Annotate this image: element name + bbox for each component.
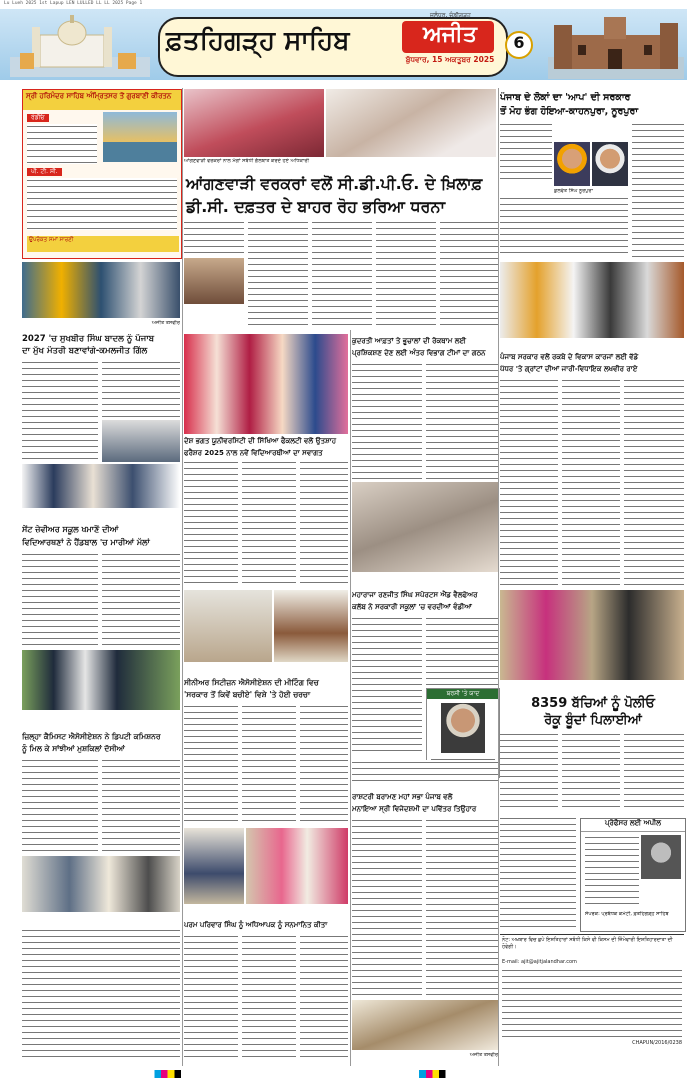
right-story-col2 bbox=[632, 122, 684, 262]
school-headline-line2: ਵਿਦਿਆਰਥਣਾਂ ਨੇ ਹੈਂਡਬਾਲ 'ਚ ਮਾਰੀਆਂ ਮੱਲਾਂ bbox=[22, 538, 150, 547]
fort-illustration bbox=[548, 11, 684, 79]
radio-schedule-text bbox=[27, 124, 97, 164]
kirtan-schedule-box bbox=[22, 89, 182, 259]
gurdwara-illustration bbox=[10, 13, 150, 77]
bottom-mid-headline: ਪਰਮ ਪਰਿਵਾਰ ਸਿੰਘ ਨੂੰ ਅਧਿਆਪਕ ਨੂੰ ਸਨਮਾਨਿਤ ਕੀਤਾ bbox=[184, 921, 328, 929]
senior-photo-2 bbox=[274, 590, 348, 662]
golden-temple-photo bbox=[103, 112, 177, 162]
meeting-caption bbox=[352, 574, 498, 584]
grants-col3 bbox=[624, 378, 684, 586]
city-title: ਫ਼ਤਹਿਗੜ੍ਹ ਸਾਹਿਬ bbox=[166, 26, 350, 56]
schedule-footer: ਉਪਰੋਕਤ ਸਮਾਂ ਸਾਰਣੀ bbox=[27, 236, 179, 252]
senior-photo-1 bbox=[184, 590, 272, 662]
color-registration-bar bbox=[22, 1070, 684, 1078]
maharaja-col1 bbox=[352, 616, 422, 756]
grants-headline-line1: ਪੰਜਾਬ ਸਰਕਾਰ ਵਲੋਂ ਰਕਬੇ ਦੇ ਵਿਕਾਸ ਕਾਰਜਾਂ ਲਈ ਵੱਡੇ bbox=[500, 353, 639, 361]
right-headline-line2: ਤੋਂ ਮੋਹ ਭੰਗ ਹੋਇਆ-ਕਾਹਨਪੁਰਾ, ਨੂਰਪੁਰਾ bbox=[500, 106, 639, 117]
maharaja-headline-line1: ਮਹਾਰਾਜਾ ਰਣਜੀਤ ਸਿੰਘ ਸਪੋਰਟਸ ਐਂਡ ਵੈਲਫੇਅਰ bbox=[352, 591, 478, 599]
masthead bbox=[0, 9, 687, 80]
edition-label: ਜਲੰਧਰ, ਚੰਡੀਗੜ੍ਹ bbox=[430, 12, 471, 19]
imprint-email: E-mail: ajit@ajitjalandhar.com bbox=[502, 959, 577, 965]
school-col1 bbox=[22, 552, 98, 648]
bottom-mid-col2 bbox=[242, 934, 296, 1062]
vijaydashmi-col2 bbox=[426, 818, 498, 998]
main-story-col4 bbox=[376, 220, 436, 328]
senior-headline-line1: ਸੀਨੀਅਰ ਸਿਟੀਜ਼ਨ ਐਸੋਸੀਏਸ਼ਨ ਦੀ ਮੀਟਿੰਗ ਵਿਚ bbox=[184, 678, 319, 687]
appeal-title: ਪ੍ਰੋਫੈਸਰ ਲਈ ਅਪੀਲ bbox=[581, 819, 685, 832]
bottom-mid-col1 bbox=[184, 934, 238, 1062]
chemist-col3 bbox=[22, 928, 180, 1062]
school-headline-line1: ਸੇਂਟ ਜ਼ੇਵੀਅਰ ਸਕੂਲ ਖਮਾਣੋਂ ਦੀਆਂ bbox=[22, 525, 119, 534]
polio-col3 bbox=[624, 732, 684, 812]
kirtan-title: ਸ੍ਰੀ ਹਰਿਮੰਦਰ ਸਾਹਿਬ ਅੰਮ੍ਰਿਤਸਰ ਤੋਂ ਗੁਰਬਾਣੀ ਕੀਰਤਨ bbox=[23, 90, 181, 110]
obituary-label: ਬਰਸੀ 'ਤੇ ਯਾਦ bbox=[427, 689, 499, 699]
students-group-photo bbox=[22, 464, 180, 508]
group-photo-left-caption bbox=[22, 320, 180, 330]
right-headline-line1: ਪੰਜਾਬ ਦੇ ਲੋਕਾਂ ਦਾ 'ਆਪ' ਦੀ ਸਰਕਾਰ bbox=[500, 92, 631, 103]
maharaja-col2 bbox=[426, 616, 498, 686]
teacher-honor-photo-2 bbox=[246, 828, 348, 904]
right-story-col3 bbox=[500, 196, 628, 256]
story-2027-photo bbox=[102, 420, 180, 462]
chemist-col2 bbox=[102, 758, 180, 854]
strip-text: Lu Lueh 2025 1st Lapup LEN LULLED LL LL 2025 Page 1 bbox=[4, 1, 143, 6]
vijaydashmi-col1 bbox=[352, 818, 422, 998]
polio-headline-line1: 8359 ਬੱਚਿਆਂ ਨੂੰ ਪੋਲੀਓ bbox=[531, 696, 655, 711]
senior-col3 bbox=[300, 704, 348, 824]
chemist-caption bbox=[22, 914, 180, 924]
headline-2027-line1: 2027 'ਚ ਸੁਖਬੀਰ ਸਿੰਘ ਬਾਦਲ ਨੂੰ ਪੰਜਾਬ bbox=[22, 334, 155, 344]
rally-caption bbox=[500, 340, 684, 350]
credit-label-2: ਅਜੀਤ ਤਸਵੀਰ bbox=[469, 1052, 498, 1058]
school-col2 bbox=[102, 552, 180, 648]
disaster-col2 bbox=[426, 362, 498, 480]
university-headline: ਦੇਸ਼ ਭਗਤ ਯੂਨੀਵਰਸਿਟੀ ਦੀ ਸਿੱਖਿਆ ਫੈਕਲਟੀ ਵਲੋਂ ਉਤਸ਼ਾਹ bbox=[184, 437, 337, 445]
imprint-rni: CHAPUN/2016/0238 bbox=[632, 1039, 682, 1046]
bottom-mid-col3 bbox=[300, 934, 348, 1062]
polio-family-photo bbox=[500, 590, 684, 680]
obituary-photo bbox=[441, 703, 485, 753]
protest-photo-2 bbox=[326, 89, 496, 157]
page-number: 6 bbox=[513, 33, 525, 52]
polio-col1 bbox=[500, 732, 558, 812]
right-story-col1 bbox=[500, 122, 552, 182]
fresher-col3 bbox=[300, 460, 348, 586]
mug-caption: ਕੁਲਵੰਤ ਸਿੰਘ ਨੂਰਪੁਰਾ bbox=[554, 188, 593, 194]
students-caption bbox=[22, 510, 180, 520]
ptc-label: ਪੀ. ਟੀ. ਸੀ. bbox=[27, 168, 62, 176]
vijaydashmi-headline-line2: ਮਨਾਇਆ ਸ੍ਰੀ ਵਿਜੇਦਸ਼ਮੀ ਦਾ ਪਵਿੱਤਰ ਤਿਉਹਾਰ bbox=[352, 805, 477, 813]
appeal-ad bbox=[580, 818, 686, 932]
date-label: ਬੁੱਧਵਾਰ, 15 ਅਕਤੂਬਰ 2025 bbox=[405, 55, 495, 64]
senior-headline-line2: 'ਸਰਕਾਰ ਤੋਂ ਕਿਵੇਂ ਬਚੀਏ' ਵਿਸ਼ੇ 'ਤੇ ਹੋਈ ਚਰਚਾ bbox=[184, 690, 311, 699]
fresher-col1 bbox=[184, 460, 238, 586]
teacher-honor-caption bbox=[184, 906, 348, 918]
main-story-col5 bbox=[440, 220, 498, 328]
grants-headline-line2: ਪੱਧਰ 'ਤੇ ਗ੍ਰਾਂਟਾਂ ਦੀਆਂ ਜਾਰੀ-ਵਿਧਾਇਕ ਲਖਵੀਰ ਰਾਏ bbox=[500, 365, 638, 373]
group-photo-left bbox=[22, 262, 180, 318]
column-rule bbox=[498, 88, 499, 1066]
disaster-headline-line2: ਪ੍ਰਸ਼ਿਕਸ਼ਣ ਦੇਣ ਲਈ ਅੰਤਰ ਵਿਭਾਗ ਟੀਮਾਂ ਦਾ ਗਠਨ bbox=[352, 349, 486, 357]
polio-photo-caption bbox=[500, 682, 684, 694]
chemist-photo bbox=[22, 856, 180, 912]
fashion-photo bbox=[184, 334, 348, 434]
grants-col1 bbox=[500, 378, 558, 586]
chemist-col1 bbox=[22, 758, 98, 854]
main-headline-line1: ਆਂਗਣਵਾੜੀ ਵਰਕਰਾਂ ਵਲੋਂ ਸੀ.ਡੀ.ਪੀ.ਓ. ਦੇ ਖ਼ਿਲਾਫ਼ bbox=[186, 174, 483, 193]
disaster-col1 bbox=[352, 362, 422, 480]
chemist-headline-line1: ਜ਼ਿਲ੍ਹਾ ਕੈਮਿਸਟ ਐਸੋਸੀਏਸ਼ਨ ਨੇ ਡਿਪਟੀ ਕਮਿਸ਼ਨਰ bbox=[22, 732, 161, 741]
main-story-col3 bbox=[312, 220, 372, 328]
maharaja-col3 bbox=[352, 760, 498, 786]
disaster-headline-line1: ਕੁਦਰਤੀ ਆਫ਼ਤਾਂ ਤੇ ਭੂਚਾਲਾਂ ਦੀ ਰੋਕਥਾਮ ਲਈ bbox=[352, 337, 466, 345]
story-2027-col2 bbox=[102, 360, 180, 420]
handball-team-photo bbox=[22, 650, 180, 710]
protest-photo-1 bbox=[184, 89, 324, 157]
senior-caption bbox=[184, 664, 348, 674]
maharaja-headline-line2: ਕਲੱਬ ਨੇ ਸਰਕਾਰੀ ਸਕੂਲਾਂ 'ਚ ਵਰਦੀਆਂ ਵੰਡੀਆਂ bbox=[352, 603, 472, 611]
imprint-box bbox=[500, 934, 684, 1065]
vijaydashmi-caption bbox=[352, 1052, 498, 1062]
polio-headline-line2: ਰੋਕੂ ਬੂੰਦਾਂ ਪਿਲਾਈਆਂ bbox=[544, 713, 642, 728]
top-photo-caption: ਆਂਗਣਵਾੜੀ ਵਰਕਰਾਂ ਨਾਲ ਮੰਗਾਂ ਸਬੰਧੀ ਗੱਲਬਾਤ ਕਰਦੇ ਹੋਏ ਅਧਿਕਾਰੀ bbox=[184, 158, 309, 164]
vijaydashmi-headline-line1: ਰਾਸ਼ਟਰੀ ਬਰਾਮਣ ਮਹਾਂ ਸਭਾ ਪੰਜਾਬ ਵਲੋਂ bbox=[352, 793, 453, 801]
column-rule bbox=[182, 88, 183, 1066]
handball-caption bbox=[22, 712, 180, 722]
story-2027-col1 bbox=[22, 360, 98, 462]
paper-name: ਅਜੀਤ bbox=[423, 22, 477, 47]
vijaydashmi-photo bbox=[352, 1000, 498, 1050]
senior-col2 bbox=[242, 704, 296, 824]
ptc-schedule-text bbox=[27, 178, 177, 230]
mug-shot-2 bbox=[592, 142, 628, 186]
fresher-headline: ਫਰੈਸ਼ਰ 2025 ਨਾਲ ਨਵੇਂ ਵਿਦਿਆਰਥੀਆਂ ਦਾ ਸਵਾਗਤ bbox=[184, 449, 323, 457]
appeal-photo bbox=[641, 835, 681, 879]
senior-col1 bbox=[184, 704, 238, 824]
imprint-note: ਨੋਟ: ਅਖ਼ਬਾਰ ਵਿਚ ਛਪੇ ਇਸ਼ਤਿਹਾਰਾਂ ਸਬੰਧੀ ਕਿਸੇ ਵੀ ਕਿਸਮ ਦੀ ਜ਼ਿੰਮੇਵਾਰੀ ਇਸ਼ਤਿਹਾਰਦਾਤਾ ਦੀ ਹੋਵੇਗੀ। bbox=[502, 937, 673, 950]
headline-2027-line2: ਦਾ ਮੁੱਖ ਮੰਤਰੀ ਬਣਾਵਾਂਗੇ-ਕਮਲਜੀਤ ਗਿੱਲ bbox=[22, 346, 148, 356]
polio-col2 bbox=[562, 732, 620, 812]
radio-label: ਰੇਡੀਓ bbox=[27, 114, 49, 122]
grants-col2 bbox=[562, 378, 620, 586]
rally-photo bbox=[500, 262, 684, 338]
chemist-headline-line2: ਨੂੰ ਮਿਲ ਕੇ ਸਾਂਝੀਆਂ ਮੁਸ਼ਕਿਲਾਂ ਦੱਸੀਆਂ bbox=[22, 744, 125, 753]
fresher-col2 bbox=[242, 460, 296, 586]
teacher-honor-photo-1 bbox=[184, 828, 244, 904]
column-rule bbox=[350, 330, 351, 1066]
main-story-col2 bbox=[248, 220, 308, 328]
main-inset-photo bbox=[184, 258, 244, 304]
appeal-contact: ਸੰਪਰਕ: ਪ੍ਰਬੰਧਕ ਕਮੇਟੀ, ਫ਼ਤਹਿਗੜ੍ਹ ਸਾਹਿਬ bbox=[585, 911, 669, 917]
main-headline-line2: ਡੀ.ਸੀ. ਦਫ਼ਤਰ ਦੇ ਬਾਹਰ ਰੋਹ ਭਰਿਆ ਧਰਨਾ bbox=[186, 197, 446, 216]
mug-shot-1 bbox=[554, 142, 590, 186]
credit-label: ਅਜੀਤ ਤਸਵੀਰ bbox=[151, 320, 180, 326]
polio-col4 bbox=[500, 816, 576, 932]
meeting-photo bbox=[352, 482, 498, 572]
main-story-col1 bbox=[184, 220, 244, 256]
imprint-lines bbox=[502, 968, 682, 1038]
appeal-text bbox=[585, 835, 639, 905]
